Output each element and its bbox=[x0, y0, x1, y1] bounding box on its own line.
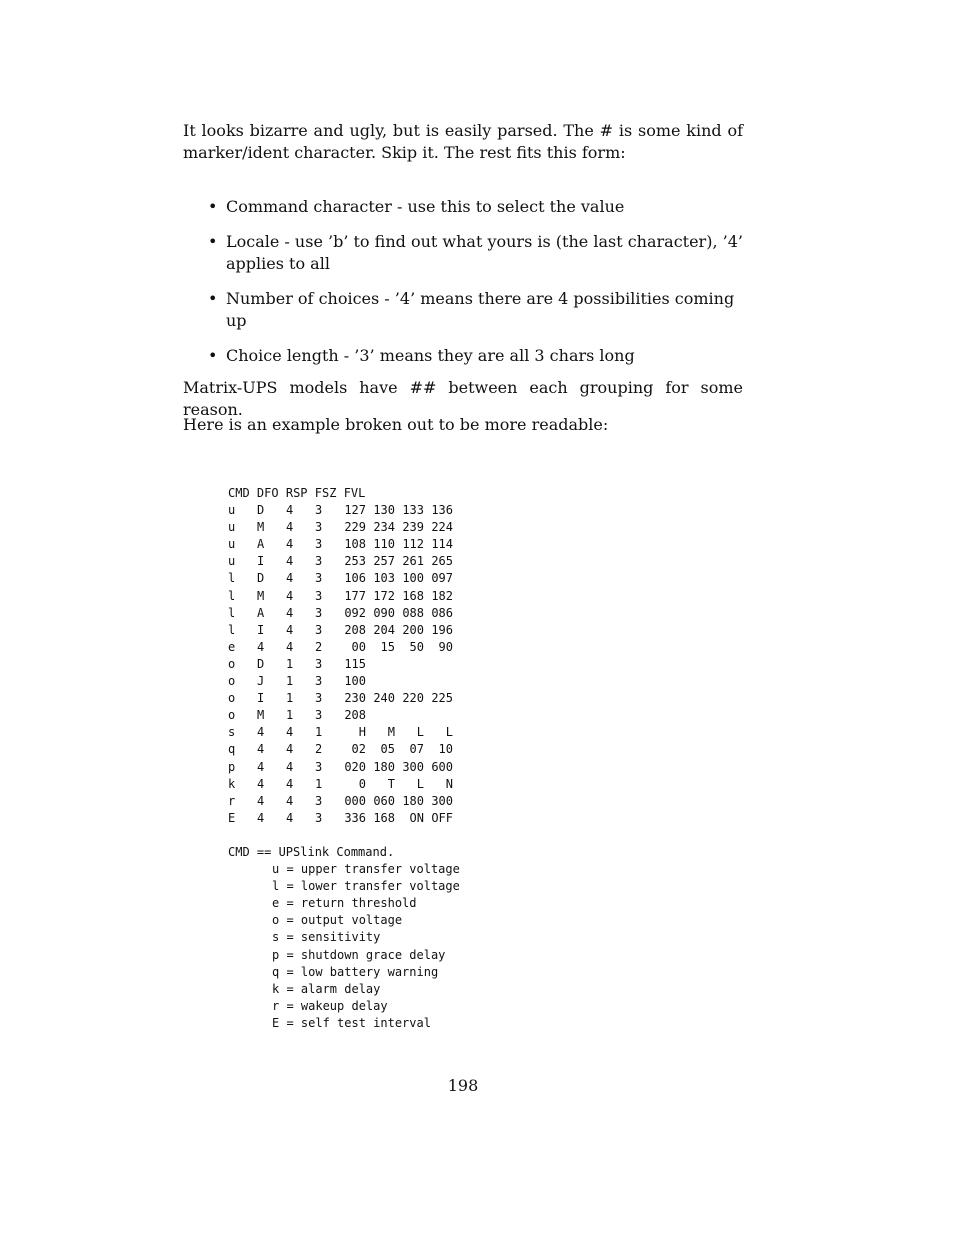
legend-item: u = upper transfer voltage bbox=[272, 862, 460, 877]
list-item: • Command character - use this to select the value bbox=[208, 197, 625, 216]
value-cell: 196 bbox=[431, 622, 453, 637]
value-cell: 02 bbox=[351, 742, 366, 757]
intro-paragraph: It looks bizarre and ugly, but is easily parsed. The # is some kind of marker/ident character. Skip it. The rest fits this form: bbox=[183, 121, 743, 162]
value-cell: 208 bbox=[344, 622, 366, 637]
value-cell: 086 bbox=[431, 605, 453, 620]
value-cell: 180 bbox=[402, 793, 424, 808]
table-cell: 4 bbox=[257, 759, 265, 774]
value-cell: 168 bbox=[373, 810, 395, 825]
value-cell: 10 bbox=[438, 742, 453, 757]
value-cell: 100 bbox=[402, 571, 424, 586]
table-row bbox=[228, 588, 460, 605]
bullet-icon: • bbox=[208, 197, 218, 216]
table-cell: D bbox=[257, 503, 265, 518]
value-cell: 114 bbox=[431, 537, 453, 552]
table-row bbox=[228, 707, 460, 724]
table-cell: 4 bbox=[286, 725, 294, 740]
table-header-row bbox=[228, 485, 460, 502]
table-cell: 4 bbox=[257, 742, 265, 757]
legend-item: p = shutdown grace delay bbox=[272, 947, 446, 962]
table-cell: s bbox=[228, 725, 236, 740]
value-cell: 05 bbox=[380, 742, 395, 757]
value-cell: 261 bbox=[402, 554, 424, 569]
table-cell: I bbox=[257, 554, 265, 569]
value-cell: 136 bbox=[431, 503, 453, 518]
value-cell: 600 bbox=[431, 759, 453, 774]
table-cell: 1 bbox=[315, 725, 323, 740]
value-cell: 225 bbox=[431, 691, 453, 706]
table-row bbox=[228, 605, 460, 622]
format-list bbox=[208, 196, 748, 380]
table-cell: o bbox=[228, 691, 236, 706]
value-cell: OFF bbox=[431, 810, 453, 825]
table-cell: E bbox=[228, 810, 236, 825]
value-cell: 240 bbox=[373, 691, 395, 706]
table-cell: M bbox=[257, 588, 265, 603]
value-cell: 103 bbox=[373, 571, 395, 586]
value-cell: 182 bbox=[431, 588, 453, 603]
table-row bbox=[228, 536, 460, 553]
table-cell: u bbox=[228, 554, 236, 569]
table-cell: I bbox=[257, 691, 265, 706]
header-cell: FVL bbox=[343, 486, 366, 500]
header-cell: FSZ bbox=[314, 486, 337, 500]
legend-list bbox=[228, 861, 460, 1032]
value-cell: 088 bbox=[402, 605, 424, 620]
table-cell: 4 bbox=[286, 588, 294, 603]
table-row bbox=[228, 639, 460, 656]
table-cell: 3 bbox=[315, 554, 323, 569]
value-cell: 15 bbox=[380, 639, 395, 654]
table-row bbox=[228, 810, 460, 827]
value-cell: 100 bbox=[344, 674, 366, 689]
table-cell: l bbox=[228, 588, 236, 603]
value-cell: 220 bbox=[402, 691, 424, 706]
table-cell: A bbox=[257, 537, 265, 552]
table-cell: 4 bbox=[257, 793, 265, 808]
value-cell: 239 bbox=[402, 520, 424, 535]
value-cell: 204 bbox=[373, 622, 395, 637]
table-cell: e bbox=[228, 639, 236, 654]
value-cell: 000 bbox=[344, 793, 366, 808]
table-cell: u bbox=[228, 520, 236, 535]
table-cell: r bbox=[228, 793, 236, 808]
table-cell: 4 bbox=[257, 810, 265, 825]
value-cell: H bbox=[358, 725, 366, 740]
table-cell: 1 bbox=[286, 691, 294, 706]
table-cell: 4 bbox=[286, 639, 294, 654]
value-cell: 224 bbox=[431, 520, 453, 535]
table-cell: 4 bbox=[257, 776, 265, 791]
table-cell: 4 bbox=[286, 622, 294, 637]
table-body bbox=[228, 502, 460, 827]
table-cell: o bbox=[228, 708, 236, 723]
value-cell: 300 bbox=[402, 759, 424, 774]
bullet-icon: • bbox=[208, 289, 218, 308]
table-cell: D bbox=[257, 571, 265, 586]
table-cell: 2 bbox=[315, 742, 323, 757]
value-cell: T bbox=[387, 776, 395, 791]
table-row bbox=[228, 741, 460, 758]
value-cell: 130 bbox=[373, 503, 395, 518]
list-item: • Locale - use ’b’ to find out what yours is (the last character), ’4’ applies to all bbox=[208, 232, 743, 273]
value-cell: 0 bbox=[358, 776, 366, 791]
header-cell: DFO bbox=[256, 486, 279, 500]
value-cell: 115 bbox=[344, 656, 366, 671]
value-cell: 50 bbox=[409, 639, 424, 654]
table-cell: 3 bbox=[315, 691, 323, 706]
table-cell: 1 bbox=[315, 776, 323, 791]
value-cell: 097 bbox=[431, 571, 453, 586]
table-row bbox=[228, 519, 460, 536]
value-cell: 07 bbox=[409, 742, 424, 757]
table-cell: l bbox=[228, 571, 236, 586]
table-cell: 3 bbox=[315, 674, 323, 689]
value-cell: 208 bbox=[344, 708, 366, 723]
value-cell: 200 bbox=[402, 622, 424, 637]
value-cell: 168 bbox=[402, 588, 424, 603]
table-cell: u bbox=[228, 503, 236, 518]
value-cell: 265 bbox=[431, 554, 453, 569]
table-row bbox=[228, 759, 460, 776]
value-cell: 133 bbox=[402, 503, 424, 518]
table-cell: l bbox=[228, 605, 236, 620]
example-intro: Here is an example broken out to be more readable: bbox=[183, 415, 609, 434]
legend-item: l = lower transfer voltage bbox=[272, 879, 460, 894]
value-cell: L bbox=[445, 725, 453, 740]
value-cell: 177 bbox=[344, 588, 366, 603]
legend-heading: CMD == UPSlink Command. bbox=[228, 844, 395, 859]
table-cell: 4 bbox=[286, 759, 294, 774]
table-cell: J bbox=[257, 674, 265, 689]
table-row bbox=[228, 793, 460, 810]
table-cell: q bbox=[228, 742, 236, 757]
value-cell: 020 bbox=[344, 759, 366, 774]
table-row bbox=[228, 656, 460, 673]
table-cell: 3 bbox=[315, 520, 323, 535]
table-cell: 3 bbox=[315, 588, 323, 603]
value-cell: M bbox=[387, 725, 395, 740]
table-cell: 4 bbox=[286, 810, 294, 825]
table-cell: 4 bbox=[286, 742, 294, 757]
table-row bbox=[228, 502, 460, 519]
table-cell: 3 bbox=[315, 759, 323, 774]
legend-item: k = alarm delay bbox=[272, 981, 381, 996]
table-cell: o bbox=[228, 656, 236, 671]
table-cell: o bbox=[228, 674, 236, 689]
value-cell: 90 bbox=[438, 639, 453, 654]
page-number: 198 bbox=[447, 1076, 479, 1095]
table-cell: p bbox=[228, 759, 236, 774]
matrix-note: Matrix-UPS models have ## between each grouping for some reason. bbox=[183, 378, 743, 419]
value-cell: 336 bbox=[344, 810, 366, 825]
legend-item: r = wakeup delay bbox=[272, 998, 388, 1013]
table-cell: 3 bbox=[315, 793, 323, 808]
table-cell: 1 bbox=[286, 708, 294, 723]
value-cell: L bbox=[416, 776, 424, 791]
table-cell: 2 bbox=[315, 639, 323, 654]
value-cell: 106 bbox=[344, 571, 366, 586]
table-cell: A bbox=[257, 605, 265, 620]
list-item: • Number of choices - ’4’ means there are 4 possibilities coming up bbox=[208, 289, 735, 330]
table-cell: 3 bbox=[315, 605, 323, 620]
value-cell: 00 bbox=[351, 639, 366, 654]
table-cell: M bbox=[257, 708, 265, 723]
list-item: • Choice length - ’3’ means they are all 3 chars long bbox=[208, 346, 635, 365]
value-cell: N bbox=[445, 776, 453, 791]
table-cell: 4 bbox=[286, 793, 294, 808]
table-cell: 3 bbox=[315, 622, 323, 637]
value-cell: 112 bbox=[402, 537, 424, 552]
table-cell: 3 bbox=[315, 503, 323, 518]
value-cell: L bbox=[416, 725, 424, 740]
table-cell: 4 bbox=[286, 554, 294, 569]
table-cell: I bbox=[257, 622, 265, 637]
table-row bbox=[228, 570, 460, 587]
table-cell: M bbox=[257, 520, 265, 535]
value-cell: 060 bbox=[373, 793, 395, 808]
bullet-icon: • bbox=[208, 346, 218, 365]
value-cell: 230 bbox=[344, 691, 366, 706]
legend-item: o = output voltage bbox=[272, 913, 403, 928]
code-block bbox=[228, 485, 460, 1032]
table-row bbox=[228, 724, 460, 741]
value-cell: 127 bbox=[344, 503, 366, 518]
table-cell: 3 bbox=[315, 656, 323, 671]
value-cell: 110 bbox=[373, 537, 395, 552]
value-cell: 300 bbox=[431, 793, 453, 808]
value-cell: ON bbox=[409, 810, 424, 825]
table-cell: 4 bbox=[286, 605, 294, 620]
value-cell: 229 bbox=[344, 520, 366, 535]
table-row bbox=[228, 553, 460, 570]
table-cell: 4 bbox=[257, 725, 265, 740]
table-cell: 4 bbox=[257, 639, 265, 654]
table-cell: 1 bbox=[286, 656, 294, 671]
table-cell: 1 bbox=[286, 674, 294, 689]
table-cell: l bbox=[228, 622, 236, 637]
legend-item: q = low battery warning bbox=[272, 964, 439, 979]
table-cell: 3 bbox=[315, 708, 323, 723]
value-cell: 180 bbox=[373, 759, 395, 774]
table-cell: 4 bbox=[286, 520, 294, 535]
legend-item: s = sensitivity bbox=[272, 930, 381, 945]
table-cell: 4 bbox=[286, 537, 294, 552]
value-cell: 108 bbox=[344, 537, 366, 552]
value-cell: 172 bbox=[373, 588, 395, 603]
value-cell: 090 bbox=[373, 605, 395, 620]
table-cell: 3 bbox=[315, 537, 323, 552]
table-cell: k bbox=[228, 776, 236, 791]
table-cell: u bbox=[228, 537, 236, 552]
table-cell: 3 bbox=[315, 810, 323, 825]
value-cell: 234 bbox=[373, 520, 395, 535]
legend-item: E = self test interval bbox=[272, 1015, 431, 1030]
table-row bbox=[228, 622, 460, 639]
spacer bbox=[228, 827, 460, 844]
legend-item: e = return threshold bbox=[272, 896, 417, 911]
header-cell: CMD bbox=[228, 486, 250, 500]
table-cell: 4 bbox=[286, 776, 294, 791]
table-row bbox=[228, 673, 460, 690]
table-cell: D bbox=[257, 656, 265, 671]
table-row bbox=[228, 776, 460, 793]
header-cell: RSP bbox=[285, 486, 308, 500]
table-cell: 4 bbox=[286, 503, 294, 518]
table-row bbox=[228, 690, 460, 707]
value-cell: 092 bbox=[344, 605, 366, 620]
table-cell: 4 bbox=[286, 571, 294, 586]
bullet-icon: • bbox=[208, 232, 218, 251]
value-cell: 257 bbox=[373, 554, 395, 569]
value-cell: 253 bbox=[344, 554, 366, 569]
table-cell: 3 bbox=[315, 571, 323, 586]
